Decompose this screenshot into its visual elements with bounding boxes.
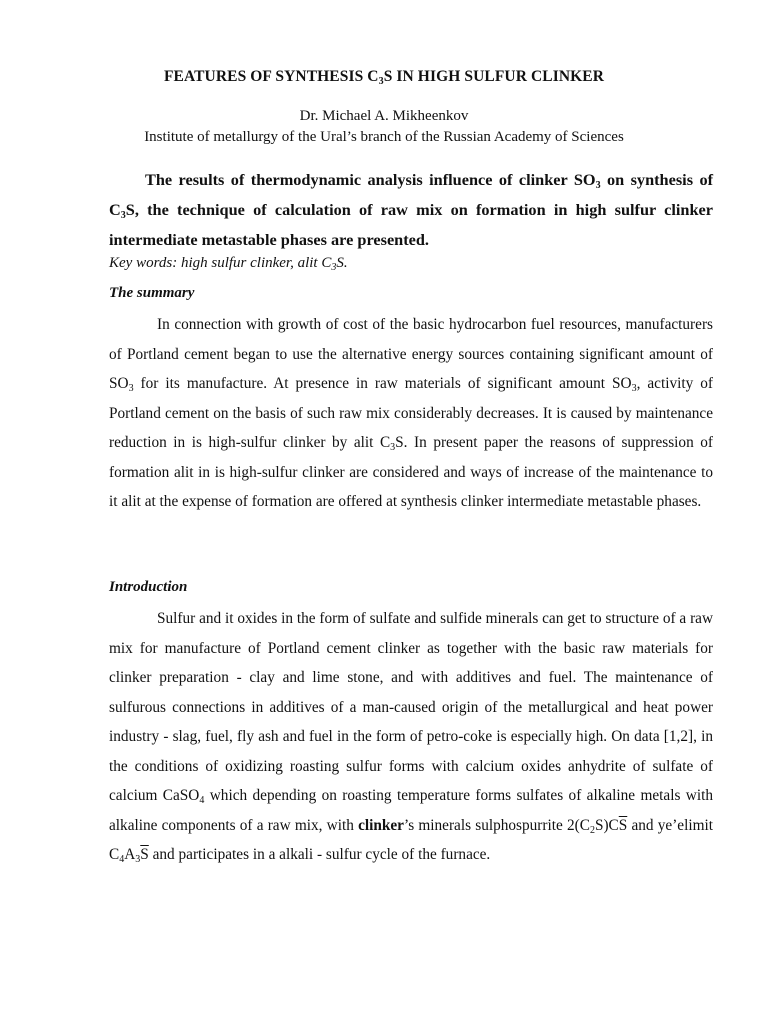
summary-heading: The summary — [109, 285, 195, 301]
introduction-paragraph: Sulfur and it oxides in the form of sulfate and sulfide minerals can get to structure of a raw mix for manufacture of Portland cement clinker as together with the basic raw materials for clinker preparation - clay and lime stone, and with additives and fuel. The maintenance of sulfurous connections in additives of a man-caused origin of the metallurgical and heat power industry - slag, fuel, fly ash and fuel in the form of petro-coke is especially high. On data [1,2], in the conditions of oxidizing roasting sulfur forms with calcium oxides anhydrite of sulfate of calcium CaSO$_4$ which depending on roasting temperature forms sulfates of alkaline metals with alkaline components of a raw mix, with clinker’s minerals sulphospurrite $2(C_2S)C\overline{S}$ and ye’elimit $C_4A_3\overline{S}$ and participates in a alkali - sulfur cycle of the furnace. — [109, 610, 713, 865]
author-affiliation: Institute of metallurgy of the Ural’s branch of the Russian Academy of Sciences — [144, 129, 624, 145]
summary-paragraph: In connection with growth of cost of the basic hydrocarbon fuel resources, manufacturers of Portland cement began to use the alternative energy sources containing significant amount of $SO_3$ for its manufacture. At presence in raw materials of significant amount $SO_3$, activity of Portland cement on the basis of such raw mix considerably decreases. It is caused by maintenance reduction in is high-sulfur clinker by alit $C_3S$. In present paper the reasons of suppression of formation alit in is high-sulfur clinker are considered and ways of increase of the maintenance to it alit at the expense of formation are offered at synthesis clinker intermediate metastable phases. — [109, 316, 713, 510]
introduction-heading: Introduction — [109, 579, 188, 595]
overlined-s: $\overline{S}$ — [140, 846, 149, 863]
abstract: The results of thermodynamic analysis influence of clinker $SO_3$ on synthesis of $C_3S$, the technique of calculation of raw mix on formation in high sulfur clinker intermediate metastable phases are presented. — [109, 170, 714, 249]
author-name: Dr. Michael A. Mikheenkov — [299, 108, 469, 124]
keywords: Key words: high sulfur clinker, alit $C_3S$. — [109, 255, 348, 273]
overlined-s: $\overline{S}$ — [618, 816, 628, 834]
paper-title: FEATURES OF SYNTHESIS $C_3S$ IN HIGH SULFUR CLINKER — [163, 68, 605, 87]
